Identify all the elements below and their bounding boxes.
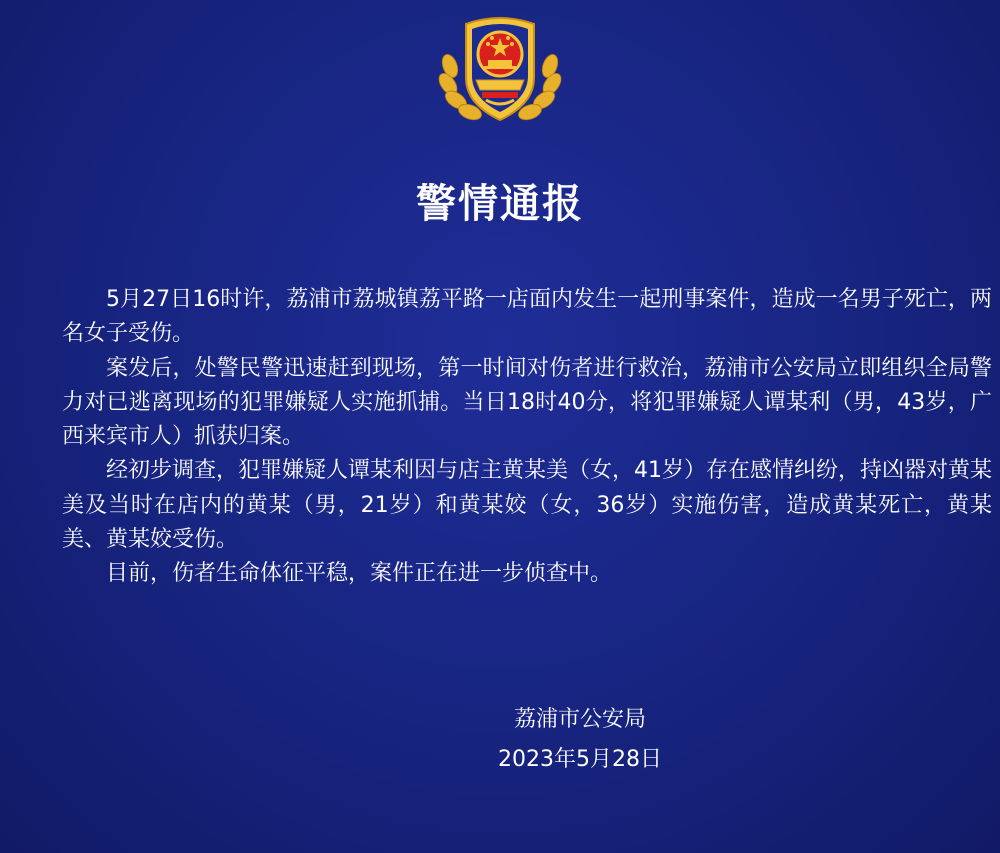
police-emblem-icon — [436, 8, 564, 132]
page-title: 警情通报 — [416, 181, 584, 227]
notice-body — [62, 283, 992, 592]
signature-block — [470, 700, 690, 780]
paragraph-arrest: 案发后，处警民警迅速赶到现场，第一时间对伤者进行救治，荔浦市公安局立即组织全局警力对已逃离现场的犯罪嫌疑人实施抓捕。当日18时40分，将犯罪嫌疑人谭某利（男，43岁，广西来宾市人）抓获归案。 — [62, 355, 992, 450]
paragraph-incident: 5月27日16时许，荔浦市荔城镇荔平路一店面内发生一起刑事案件，造成一名男子死亡，两名女子受伤。 — [62, 287, 992, 347]
issue-date: 2023年5月28日 — [498, 747, 662, 772]
paragraph-investigation: 经初步调查，犯罪嫌疑人谭某利因与店主黄某美（女，41岁）存在感情纠纷，持凶器对黄某美及当时在店内的黄某（男，21岁）和黄某姣（女，36岁）实施伤害，造成黄某死亡，黄某美、黄某姣受伤。 — [62, 458, 992, 553]
issuer-name: 荔浦市公安局 — [513, 707, 646, 732]
paragraph-status: 目前，伤者生命体征平稳，案件正在进一步侦查中。 — [106, 561, 613, 587]
